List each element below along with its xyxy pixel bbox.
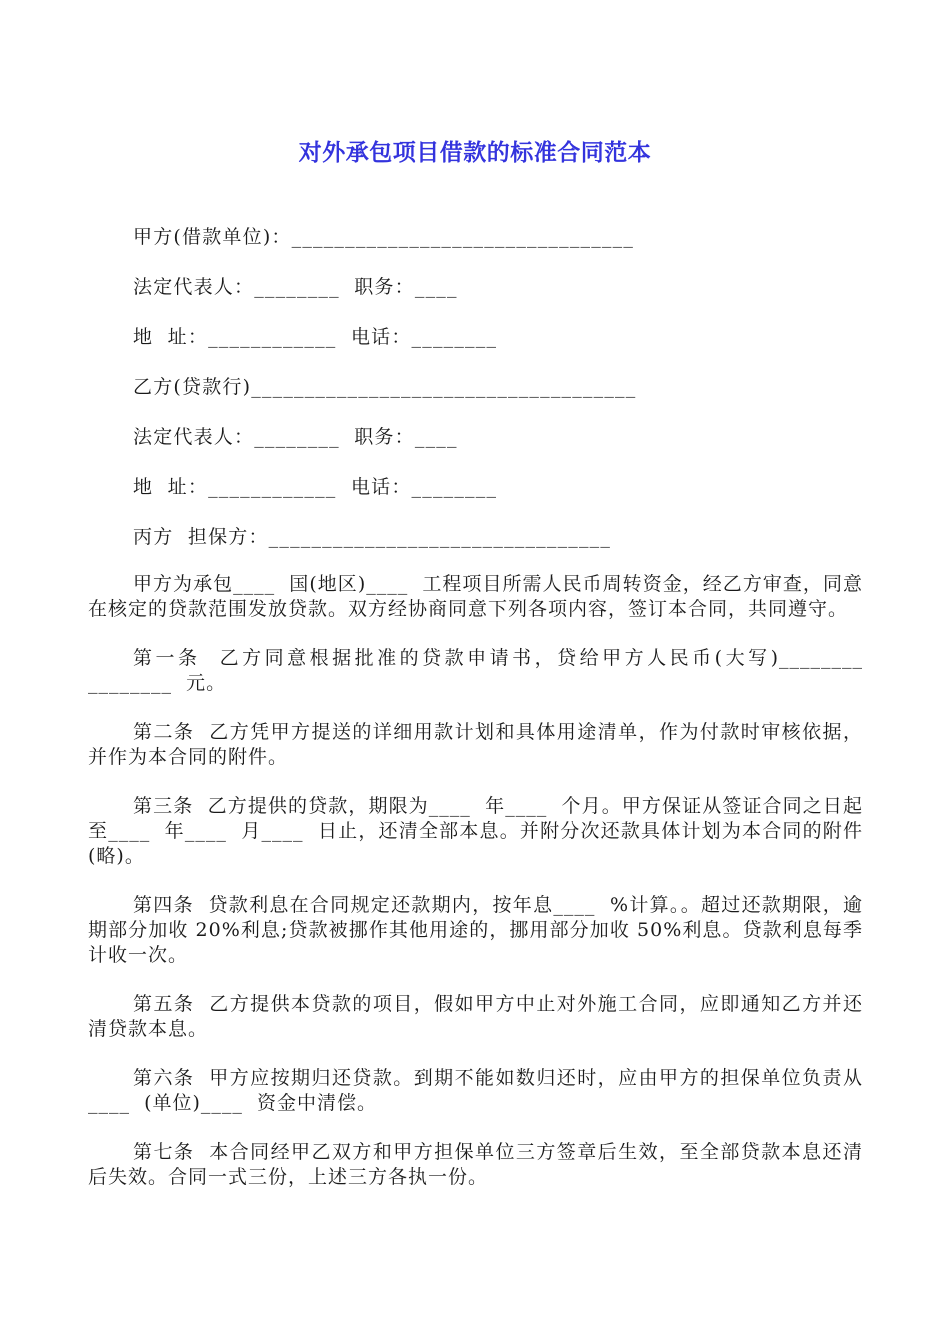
field-party-a-address: 地 址：____________ 电话：________ bbox=[133, 326, 498, 348]
contract-body bbox=[88, 572, 871, 1214]
document-title: 对外承包项目借款的标准合同范本 bbox=[298, 140, 652, 166]
field-party-c-guarantor: 丙方 担保方：________________________________ bbox=[133, 526, 612, 548]
field-party-a: 甲方(借款单位)：________________________________ bbox=[133, 226, 635, 248]
field-party-a-representative: 法定代表人：________ 职务：____ bbox=[133, 276, 458, 298]
paragraph-preamble: 甲方为承包____ 国(地区)____ 工程项目所需人民币周转资金，经乙方审查，同意在核定的贷款范围发放贷款。双方经协商同意下列各项内容，签订本合同，共同遵守。 bbox=[88, 573, 863, 620]
paragraph-article-6: 第六条 甲方应按期归还贷款。到期不能如数归还时，应由甲方的担保单位负责从____ (单位)____ 资金中清偿。 bbox=[88, 1067, 863, 1114]
paragraph-article-1: 第一条 乙方同意根据批准的贷款申请书，贷给甲方人民币(大写)________ ________ 元。 bbox=[88, 647, 871, 694]
paragraph-article-2: 第二条 乙方凭甲方提送的详细用款计划和具体用途清单，作为付款时审核依据，并作为本合同的附件。 bbox=[88, 721, 863, 768]
party-fields bbox=[133, 224, 873, 574]
paragraph-article-4: 第四条 贷款利息在合同规定还款期内，按年息____ %计算。。超过还款期限，逾期部分加收 20%利息;贷款被挪作其他用途的，挪用部分加收 50%利息。贷款利息每季计收一次。 bbox=[88, 894, 863, 966]
field-party-b-address: 地 址：____________ 电话：________ bbox=[133, 476, 498, 498]
field-party-b-representative: 法定代表人：________ 职务：____ bbox=[133, 426, 458, 448]
paragraph-article-5: 第五条 乙方提供本贷款的项目，假如甲方中止对外施工合同，应即通知乙方并还清贷款本息。 bbox=[88, 993, 863, 1040]
paragraph-article-3: 第三条 乙方提供的贷款，期限为____ 年____ 个月。甲方保证从签证合同之日起至____ 年____ 月____ 日止，还清全部本息。并附分次还款具体计划为本合同的附件(略)。 bbox=[88, 795, 863, 867]
field-party-b: 乙方(贷款行)____________________________________ bbox=[133, 376, 637, 398]
paragraph-article-7: 第七条 本合同经甲乙双方和甲方担保单位三方签章后生效，至全部贷款本息还清后失效。合同一式三份，上述三方各执一份。 bbox=[88, 1141, 863, 1188]
